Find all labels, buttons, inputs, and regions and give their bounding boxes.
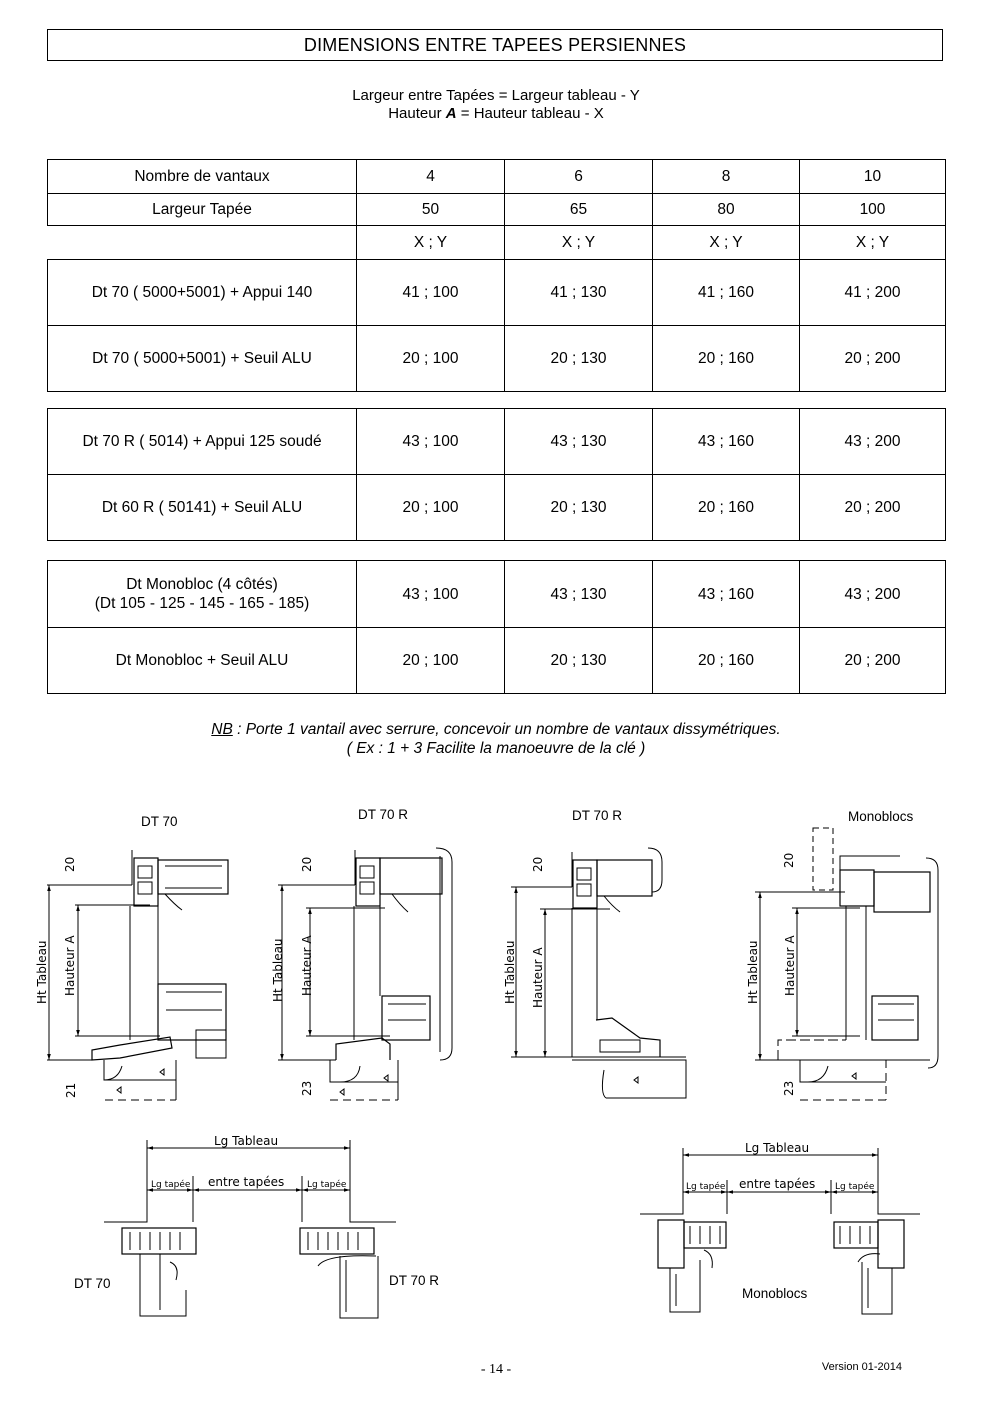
dim-top-4: 20 bbox=[782, 852, 796, 868]
lg-tableau-label-left: Lg Tableau bbox=[214, 1134, 279, 1148]
table-cell: 20 ; 130 bbox=[505, 475, 653, 541]
table-cell: 43 ; 160 bbox=[653, 409, 800, 475]
dim-top-2: 20 bbox=[300, 856, 314, 872]
entre-tapees-label-left: entre tapées bbox=[208, 1175, 285, 1189]
table-cell: 41 ; 200 bbox=[800, 260, 946, 326]
dim-bottom-4: 23 bbox=[782, 1080, 796, 1096]
hauteur-a-label-3: Hauteur A bbox=[531, 947, 545, 1008]
formula-width: Largeur entre Tapées = Largeur tableau - Y bbox=[352, 87, 640, 104]
hauteur-a-label-2: Hauteur A bbox=[300, 935, 314, 996]
table-cell: 80 bbox=[653, 194, 800, 226]
ht-tableau-label-3: Ht Tableau bbox=[503, 940, 517, 1004]
table-cell: 20 ; 200 bbox=[800, 628, 946, 694]
table-cell: 43 ; 130 bbox=[505, 561, 653, 628]
lg-tapee-label-right-1: Lg tapée bbox=[686, 1182, 726, 1192]
hauteur-a-label-1: Hauteur A bbox=[63, 935, 77, 996]
row-label: Dt 70 ( 5000+5001) + Seuil ALU bbox=[48, 326, 357, 392]
table-cell: 43 ; 200 bbox=[800, 409, 946, 475]
plan-drawing-left bbox=[104, 1140, 396, 1318]
table-cell: 20 ; 100 bbox=[357, 628, 505, 694]
table-cell: 41 ; 100 bbox=[357, 260, 505, 326]
table-cell: 41 ; 130 bbox=[505, 260, 653, 326]
row-label-line-1: Dt Monobloc + Seuil ALU bbox=[115, 652, 289, 669]
table-cell: 4 bbox=[357, 160, 505, 194]
version-label: Version 01-2014 bbox=[821, 1361, 902, 1373]
dim-bottom-1: 21 bbox=[64, 1082, 78, 1098]
ht-tableau-label-4: Ht Tableau bbox=[746, 940, 760, 1004]
note-line-2: ( Ex : 1 + 3 Facilite la manoeuvre de la clé ) bbox=[346, 740, 646, 757]
dim-top-1: 20 bbox=[63, 856, 77, 872]
table-cell: 20 ; 130 bbox=[505, 628, 653, 694]
table-cell: 20 ; 160 bbox=[653, 475, 800, 541]
table-cell: 100 bbox=[800, 194, 946, 226]
lg-tapee-label-left-1: Lg tapée bbox=[151, 1180, 191, 1190]
table-cell: 43 ; 160 bbox=[653, 561, 800, 628]
page-number: - 14 - bbox=[480, 1362, 512, 1377]
table-cell: 20 ; 200 bbox=[800, 475, 946, 541]
table-cell: 50 bbox=[357, 194, 505, 226]
lg-tableau-label-right: Lg Tableau bbox=[745, 1141, 810, 1155]
table-cell: 43 ; 200 bbox=[800, 561, 946, 628]
formula-height-prefix: Hauteur bbox=[388, 105, 446, 122]
table-cell: 10 bbox=[800, 160, 946, 194]
plan-label-dt70r: DT 70 R bbox=[389, 1273, 440, 1288]
table-cell: 20 ; 200 bbox=[800, 326, 946, 392]
entre-tapees-label-right: entre tapées bbox=[739, 1177, 816, 1191]
table-cell: X ; Y bbox=[800, 226, 946, 260]
table-cell: 20 ; 100 bbox=[357, 326, 505, 392]
table-cell: 43 ; 100 bbox=[357, 561, 505, 628]
row-label-line-1: Dt Monobloc (4 côtés) bbox=[126, 576, 278, 593]
note-nb: NB bbox=[211, 721, 233, 738]
row-label: Nombre de vantaux bbox=[48, 160, 357, 194]
plan-drawing-right bbox=[640, 1148, 920, 1314]
table-cell: 41 ; 160 bbox=[653, 260, 800, 326]
table-cell: 20 ; 130 bbox=[505, 326, 653, 392]
drawing-title-dt70r-2: DT 70 R bbox=[572, 808, 623, 823]
table-cell: 6 bbox=[505, 160, 653, 194]
table-cell: X ; Y bbox=[357, 226, 505, 260]
table-cell: X ; Y bbox=[505, 226, 653, 260]
table-cell: 43 ; 100 bbox=[357, 409, 505, 475]
row-label: Largeur Tapée bbox=[48, 194, 357, 226]
table-cell: 43 ; 130 bbox=[505, 409, 653, 475]
plan-label-dt70: DT 70 bbox=[74, 1276, 111, 1291]
table-cell: X ; Y bbox=[653, 226, 800, 260]
dim-top-3: 20 bbox=[531, 856, 545, 872]
table-cell: 20 ; 100 bbox=[357, 475, 505, 541]
page-title: DIMENSIONS ENTRE TAPEES PERSIENNES bbox=[47, 29, 943, 61]
dim-bottom-2: 23 bbox=[300, 1080, 314, 1096]
drawing-title-monoblocs: Monoblocs bbox=[848, 809, 914, 824]
drawing-title-dt70r-1: DT 70 R bbox=[358, 807, 409, 822]
table-cell: 8 bbox=[653, 160, 800, 194]
drawing-title-dt70: DT 70 bbox=[141, 814, 178, 829]
table-cell: 65 bbox=[505, 194, 653, 226]
table-cell: 20 ; 160 bbox=[653, 628, 800, 694]
table-cell: 20 ; 160 bbox=[653, 326, 800, 392]
row-label: Dt 70 ( 5000+5001) + Appui 140 bbox=[48, 260, 357, 326]
hauteur-a-label-4: Hauteur A bbox=[783, 935, 797, 996]
ht-tableau-label-2: Ht Tableau bbox=[271, 938, 285, 1002]
formula-height-suffix: = Hauteur tableau - X bbox=[456, 105, 604, 122]
ht-tableau-label-1: Ht Tableau bbox=[35, 940, 49, 1004]
lg-tapee-label-left-2: Lg tapée bbox=[307, 1180, 347, 1190]
note-text: : Porte 1 vantail avec serrure, concevoir un nombre de vantaux dissymétriques. bbox=[232, 721, 781, 738]
formula-height-variable: A bbox=[445, 105, 457, 122]
row-label: Dt 60 R ( 50141) + Seuil ALU bbox=[48, 475, 357, 541]
row-label: Dt 70 R ( 5014) + Appui 125 soudé bbox=[48, 409, 357, 475]
plan-label-monoblocs: Monoblocs bbox=[742, 1286, 808, 1301]
lg-tapee-label-right-2: Lg tapée bbox=[835, 1182, 875, 1192]
row-label-line-2: (Dt 105 - 125 - 145 - 165 - 185) bbox=[94, 595, 310, 612]
